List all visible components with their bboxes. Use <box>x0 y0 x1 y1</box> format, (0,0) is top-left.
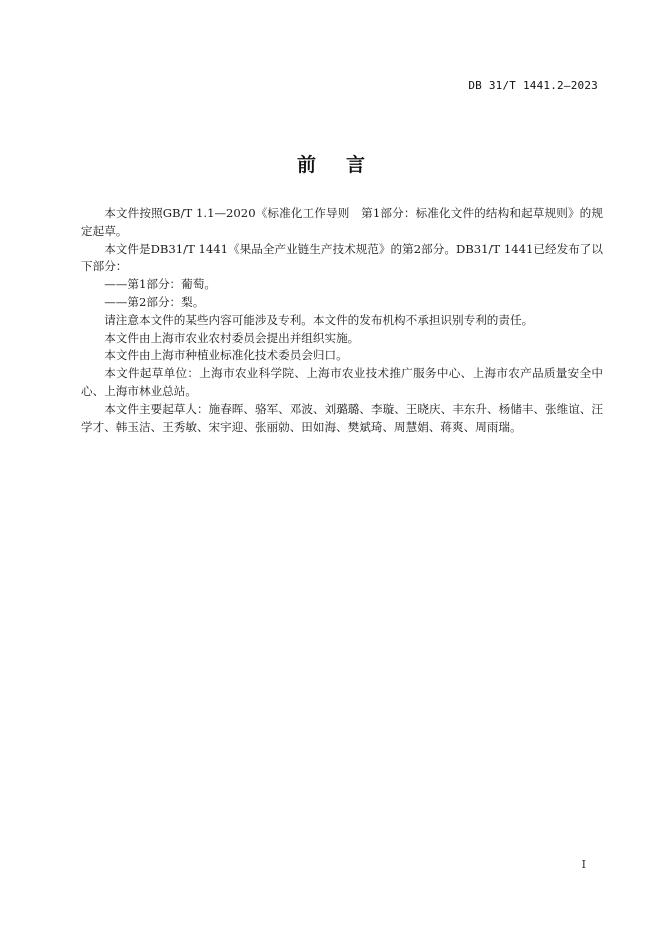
paragraph-drafting-units: 本文件起草单位：上海市农业科学院、上海市农业技术推广服务中心、上海市农产品质量安全中心、上海市林业总站。 <box>81 366 603 398</box>
page-title: 前言 <box>296 154 395 176</box>
list-item-part-1: ——第1部分：葡萄。 <box>104 277 216 292</box>
paragraph-patent-notice: 请注意本文件的某些内容可能涉及专利。本文件的发布机构不承担识别专利的责任。 <box>104 312 534 327</box>
foreword-body <box>81 205 603 436</box>
paragraph-proposer: 本文件由上海市农业农村委员会提出并组织实施。 <box>104 330 360 345</box>
paragraph-series-info: 本文件是DB31/T 1441《果品全产业链生产技术规范》的第2部分。DB31/T 1441已经发布了以下部分： <box>81 241 603 274</box>
paragraph-drafters: 本文件主要起草人：施春晖、骆军、邓波、刘璐璐、李璇、王晓庆、丰东升、杨储丰、张维谊、汪学才、韩玉洁、王秀敏、宋宇迎、张丽勍、田如海、樊斌琦、周慧娟、蒋爽、周雨瑞。 <box>81 401 603 434</box>
paragraph-committee: 本文件由上海市种植业标准化技术委员会归口。 <box>104 348 348 363</box>
list-item-part-2: ——第2部分：梨。 <box>104 294 205 309</box>
paragraph-drafting-rules: 本文件按照GB/T 1.1—2020《标准化工作导则 第1部分：标准化文件的结构和起草规则》的规定起草。 <box>81 206 603 238</box>
page-number: I <box>581 858 586 871</box>
document-code: DB 31/T 1441.2—2023 <box>468 79 598 92</box>
